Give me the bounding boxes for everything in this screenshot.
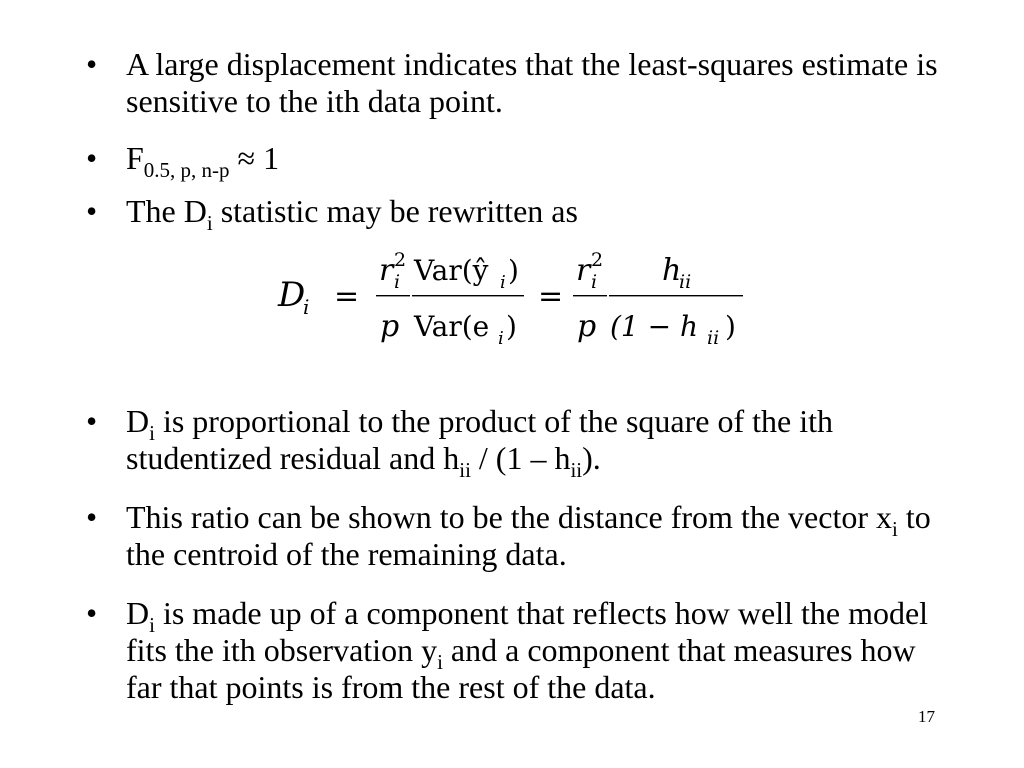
formula-var-e-sub: i (498, 328, 504, 349)
formula-p1: p (380, 309, 400, 344)
formula-r1-sup: 2 (394, 249, 407, 271)
bullet-text (126, 595, 946, 706)
text-pre: This ratio can be shown to be the distance from the vector x (126, 499, 892, 535)
subscript: ii (570, 458, 583, 482)
formula-equals-2: = (538, 279, 564, 314)
bullet-marker: • (86, 403, 98, 439)
formula-den-close: ) (725, 310, 736, 343)
text-pre: D (126, 403, 150, 439)
formula-var-yhat-close: ) (508, 254, 519, 287)
text-pre: The D (126, 193, 207, 229)
subscript: i (437, 650, 443, 674)
bullet-marker: • (86, 595, 98, 631)
text-pre: D (126, 595, 150, 631)
formula-var-e: Var(e (414, 310, 490, 343)
formula-r1-sub: i (394, 271, 401, 293)
text-mid: is proportional to the product of the square of the ith studentized residual and h (126, 403, 834, 476)
text-post: to the centroid of the remaining data. (126, 499, 931, 572)
fraction-bar-r2 (573, 295, 607, 296)
text-post: statistic may be rewritten as (212, 193, 578, 229)
subscript: i (206, 211, 213, 235)
formula-r2-sub: i (591, 271, 598, 293)
fraction-bar-r1 (376, 295, 410, 296)
text-post: and a component that measures how far that points is from the rest of the data. (126, 632, 916, 705)
subscript: i (149, 421, 155, 445)
formula-r1: r (379, 253, 394, 288)
f-subscript: 0.5, p, n-p (143, 158, 230, 182)
f-approx: ≈ 1 (229, 140, 280, 176)
bullet-text: A large displacement indicates that the least-squares estimate is sensitive to the ith data point. (126, 46, 938, 119)
bullet-text (126, 403, 946, 482)
formula-var-yhat: Var(ŷ (414, 254, 489, 287)
bullet-marker: • (86, 193, 98, 229)
formula-h-den-sub: ii (707, 327, 720, 349)
f-symbol: F (126, 140, 144, 176)
formula-h-num-sub: ii (679, 271, 692, 293)
formula-var-e-close: ) (506, 310, 517, 343)
text-mid: is made up of a component that reflects how well the model fits the ith observation y (126, 595, 929, 668)
bullet-text (126, 140, 946, 182)
formula-h-num: h (662, 253, 682, 288)
page-number: 17 (918, 707, 935, 726)
subscript: i (891, 517, 898, 541)
formula-var-yhat-sub: i (500, 272, 506, 293)
bullet-marker: • (86, 46, 98, 82)
cooks-distance-formula (276, 242, 756, 352)
bullet-text (126, 499, 946, 573)
subscript: ii (459, 458, 471, 482)
text-mid2: / (1 – h (470, 440, 571, 476)
formula-p2: p (577, 309, 597, 344)
formula-one-minus-h: (1 − h (610, 310, 699, 343)
formula-lhs-sub: i (303, 295, 310, 319)
subscript: i (149, 613, 155, 637)
bullet-marker: • (86, 499, 98, 535)
formula-r2: r (576, 253, 591, 288)
bullet-marker: • (86, 140, 98, 176)
formula-equals-1: = (334, 279, 360, 314)
text-post: ). (582, 440, 601, 476)
bullet-text (126, 193, 946, 235)
formula-lhs: D (278, 275, 306, 315)
fraction-bar-var (412, 295, 524, 296)
formula-r2-sup: 2 (591, 249, 604, 271)
fraction-bar-h (609, 295, 743, 296)
